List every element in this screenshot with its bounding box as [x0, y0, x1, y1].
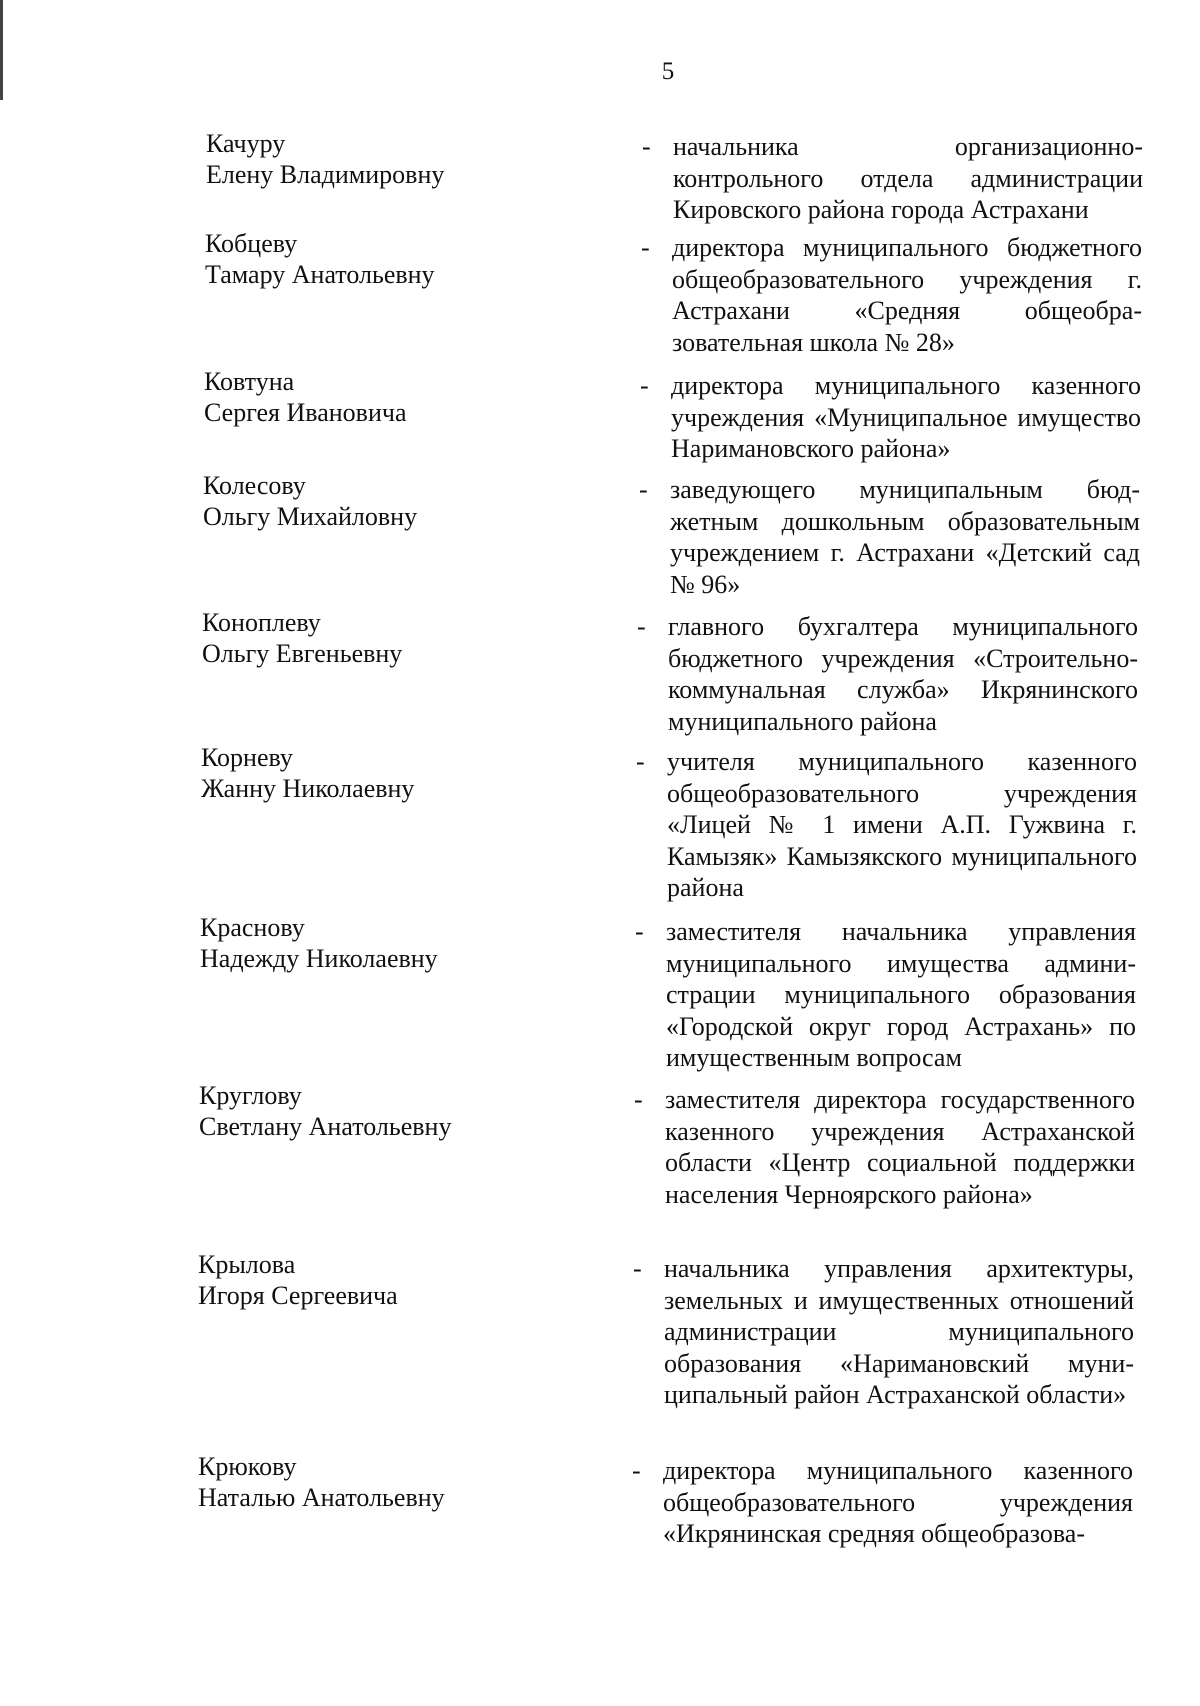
surname: Корневу	[201, 743, 293, 772]
separator-dash: -	[632, 1456, 641, 1485]
separator-dash: -	[640, 371, 649, 400]
person-name	[198, 1249, 398, 1311]
position-description: директора муниципального бюджетного общеобразовательного учреждения г. Астрахани «Средняя общеобразовательная школа № 28»	[672, 233, 1142, 357]
given-names: Ольгу Михайловну	[203, 502, 418, 531]
separator-dash: -	[636, 747, 645, 776]
given-names: Наталью Анатольевну	[198, 1483, 445, 1512]
given-names: Елену Владимировну	[206, 160, 445, 189]
separator-dash: -	[639, 475, 648, 504]
person-name	[202, 607, 402, 669]
separator-dash: -	[633, 1254, 642, 1283]
position-description: директора муниципального казенного учреждения «Муниципальное имущество Наримановского района»	[671, 371, 1141, 463]
given-names: Надежду Николаевну	[200, 944, 438, 973]
person-name	[204, 366, 407, 428]
person-name	[203, 470, 417, 532]
surname: Ковтуна	[204, 367, 295, 396]
position-description: директора муниципального казенного общеобразовательного учреждения «Икрянинская средняя общеобразова-	[663, 1456, 1133, 1548]
given-names: Тамару Анатольевну	[205, 260, 435, 289]
position-description: заведующего муниципальным бюджетным дошкольным образовательным учреждением г. Астрахани «Детский сад № 96»	[670, 475, 1140, 599]
surname: Крылова	[198, 1250, 296, 1279]
given-names: Ольгу Евгеньевну	[202, 639, 403, 668]
person-name	[201, 742, 414, 804]
surname: Краснову	[200, 913, 305, 942]
separator-dash: -	[635, 917, 644, 946]
given-names: Сергея Ивановича	[204, 398, 407, 427]
surname: Кобцеву	[205, 229, 298, 258]
position-description: учителя муниципального казенного общеобразовательного учреждения «Лицей № 1 имени А.П. Гужвина г. Камызяк» Камызякского муниципального района	[667, 747, 1137, 902]
position-description: начальника управления архитектуры, земельных и имущественных отношений администрации муниципального образования «Наримановский муниципальный район Астраханской области»	[664, 1254, 1134, 1409]
surname: Качуру	[206, 129, 286, 158]
separator-dash: -	[637, 612, 646, 641]
position-description: главного бухгалтера муниципального бюджетного учреждения «Строительно-коммунальная служба» Икрянинского муниципального района	[668, 612, 1138, 736]
page-number: 5	[661, 58, 675, 85]
surname: Коноплеву	[202, 608, 321, 637]
surname: Колесову	[203, 471, 306, 500]
person-name	[205, 228, 435, 290]
position-description: начальника организационно-контрольного отдела администрации Кировского района города Астрахани	[673, 132, 1143, 224]
separator-dash: -	[641, 233, 650, 262]
given-names: Светлану Анатольевну	[199, 1112, 452, 1141]
separator-dash: -	[634, 1085, 643, 1114]
position-description: заместителя директора государственного казенного учреждения Астраханской области «Центр социальной поддержки населения Черноярского района»	[665, 1085, 1135, 1209]
person-name	[198, 1451, 445, 1513]
person-name	[199, 1080, 451, 1142]
surname: Крюкову	[198, 1452, 297, 1481]
surname: Круглову	[199, 1081, 302, 1110]
given-names: Жанну Николаевну	[201, 774, 415, 803]
separator-dash: -	[642, 132, 651, 161]
person-name	[200, 912, 438, 974]
given-names: Игоря Сергеевича	[198, 1281, 398, 1310]
person-name	[206, 128, 444, 190]
position-description: заместителя начальника управления муниципального имущества администрации муниципального образования «Городской округ город Астрахань» по имущественным вопросам	[666, 917, 1136, 1072]
